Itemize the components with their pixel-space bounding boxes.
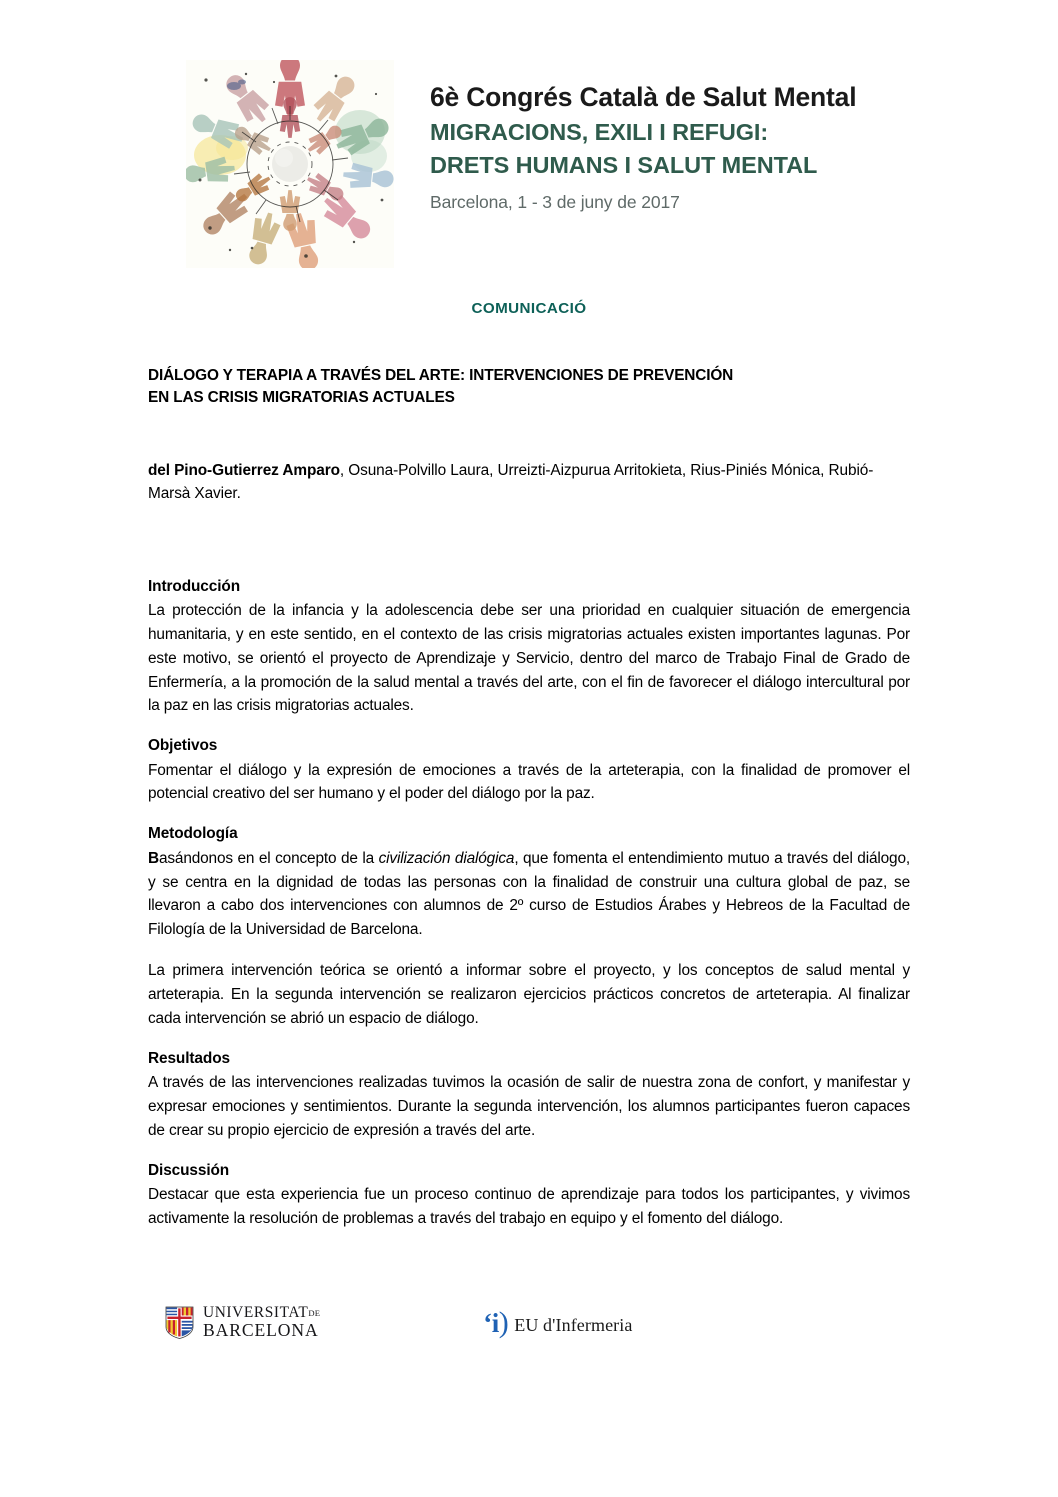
ub-wordmark bbox=[203, 1305, 320, 1339]
metodologia-bold-lead: B bbox=[148, 849, 159, 867]
congress-theme-line-1: MIGRACIONS, EXILI I REFUGI: bbox=[430, 119, 769, 146]
page-title-line-2: EN LAS CRISIS MIGRATORIAS ACTUALES bbox=[148, 388, 455, 406]
page-title-line-1: DIÁLOGO Y TERAPIA A TRAVÉS DEL ARTE: INTERVENCIONES DE PREVENCIÓN bbox=[148, 367, 734, 384]
eui-wordmark: EU d'Infermeria bbox=[514, 1315, 633, 1335]
section-heading-introduccion: Introducción bbox=[148, 577, 240, 595]
congress-header-text bbox=[430, 60, 856, 213]
document-body bbox=[148, 300, 910, 1231]
congress-logo-watercolor-icon bbox=[186, 60, 394, 268]
metodologia-part-b: , que fomenta el entendimiento mutuo a través del diálogo, y se centra en la dignidad de todas las personas con la finalidad de construir una cultura global de paz, se llevaron a cabo dos intervenciones con alumnos de 2º curso de Estudios Árabes y Hebreos de la Facultad de Filología de la Universidad de Barcelona. bbox=[148, 849, 910, 939]
section-paragraph-objetivos: Fomentar el diálogo y la expresión de emociones a través de la arteterapia, con la finalidad de promover el potencial creativo del ser humano y el poder del diálogo por la paz. bbox=[148, 761, 910, 803]
comunicacio-kicker: COMUNICACIÓ bbox=[471, 300, 587, 317]
section-paragraph-introduccion: La protección de la infancia y la adolescencia debe ser una prioridad en cualquier situación de emergencia humanitaria, y en este sentido, en el contexto de las crisis migratorias actuales existen importantes lagunas. Por este motivo, se orientó el proyecto de Aprendizaje y Servicio, dentro del marco de Trabajo Final de Grado de Enfermería, a la promoción de la salud mental a través del arte, con el fin de favorecer el diálogo intercultural por la paz en las crisis migratorias actuales. bbox=[148, 601, 910, 715]
authors-line bbox=[148, 459, 910, 506]
metodologia-part-a: asándonos en el concepto de la bbox=[158, 849, 379, 867]
section-heading-discussion: Discussión bbox=[148, 1161, 230, 1179]
co-authors: , Osuna-Polvillo Laura, Urreizti-Aizpurua Arritokieta, Rius-Piniés Mónica, Rubió-Marsà Xavier. bbox=[148, 461, 874, 503]
ub-de-text: DE bbox=[308, 1307, 321, 1318]
eui-i-paren-icon bbox=[483, 1308, 508, 1338]
section-heading-objetivos: Objetivos bbox=[148, 737, 218, 755]
section-paragraph-metodologia-2: La primera intervención teórica se orientó a informar sobre el proyecto, y los conceptos de salud mental y arteterapia. En la segunda intervención se realizaron ejercicios prácticos concretos de arteterapia. Al finalizar cada intervención se abrió un espacio de diálogo. bbox=[148, 962, 910, 1027]
lead-author: del Pino-Gutierrez Amparo bbox=[148, 461, 340, 479]
section-heading-metodologia: Metodología bbox=[148, 825, 238, 843]
universitat-de-barcelona-logo bbox=[165, 1302, 320, 1342]
congress-date: Barcelona, 1 - 3 de juny de 2017 bbox=[430, 192, 680, 213]
section-paragraph-resultados: A través de las intervenciones realizadas tuvimos la ocasión de salir de nuestra zona de confort, y manifestar y expresar emociones y sentimientos. Durante la segunda intervención, los alumnos participantes fueron capaces de crear su propio ejercicio de expresión a través del arte. bbox=[148, 1074, 910, 1139]
page-title bbox=[148, 365, 910, 409]
footer-logos bbox=[165, 1298, 925, 1346]
section-paragraph-discussion: Destacar que esta experiencia fue un proceso continuo de aprendizaje para todos los participantes, y vivimos activamente la resolución de problemas a través del trabajo en equipo y el fomento del diálogo. bbox=[148, 1186, 910, 1227]
universitat-de-barcelona-crest-icon bbox=[165, 1306, 194, 1339]
congress-header bbox=[186, 60, 886, 275]
congress-theme-line-2: DRETS HUMANS I SALUT MENTAL bbox=[430, 151, 818, 178]
congress-title: 6è Congrés Català de Salut Mental bbox=[430, 82, 857, 112]
ub-wordmark-line-1 bbox=[203, 1305, 320, 1321]
section-heading-resultados: Resultados bbox=[148, 1049, 230, 1067]
eui-mark-paren: ) bbox=[498, 1306, 509, 1339]
eu-infermeria-logo bbox=[483, 1307, 632, 1337]
ub-universitat-text: UNIVERSITAT bbox=[203, 1303, 309, 1321]
metodologia-italic-term: civilización dialógica bbox=[378, 849, 515, 867]
eui-mark-i: ʻi bbox=[483, 1308, 499, 1338]
section-paragraph-metodologia-1 bbox=[148, 847, 910, 943]
ub-wordmark-line-2: BARCELONA bbox=[203, 1319, 319, 1340]
